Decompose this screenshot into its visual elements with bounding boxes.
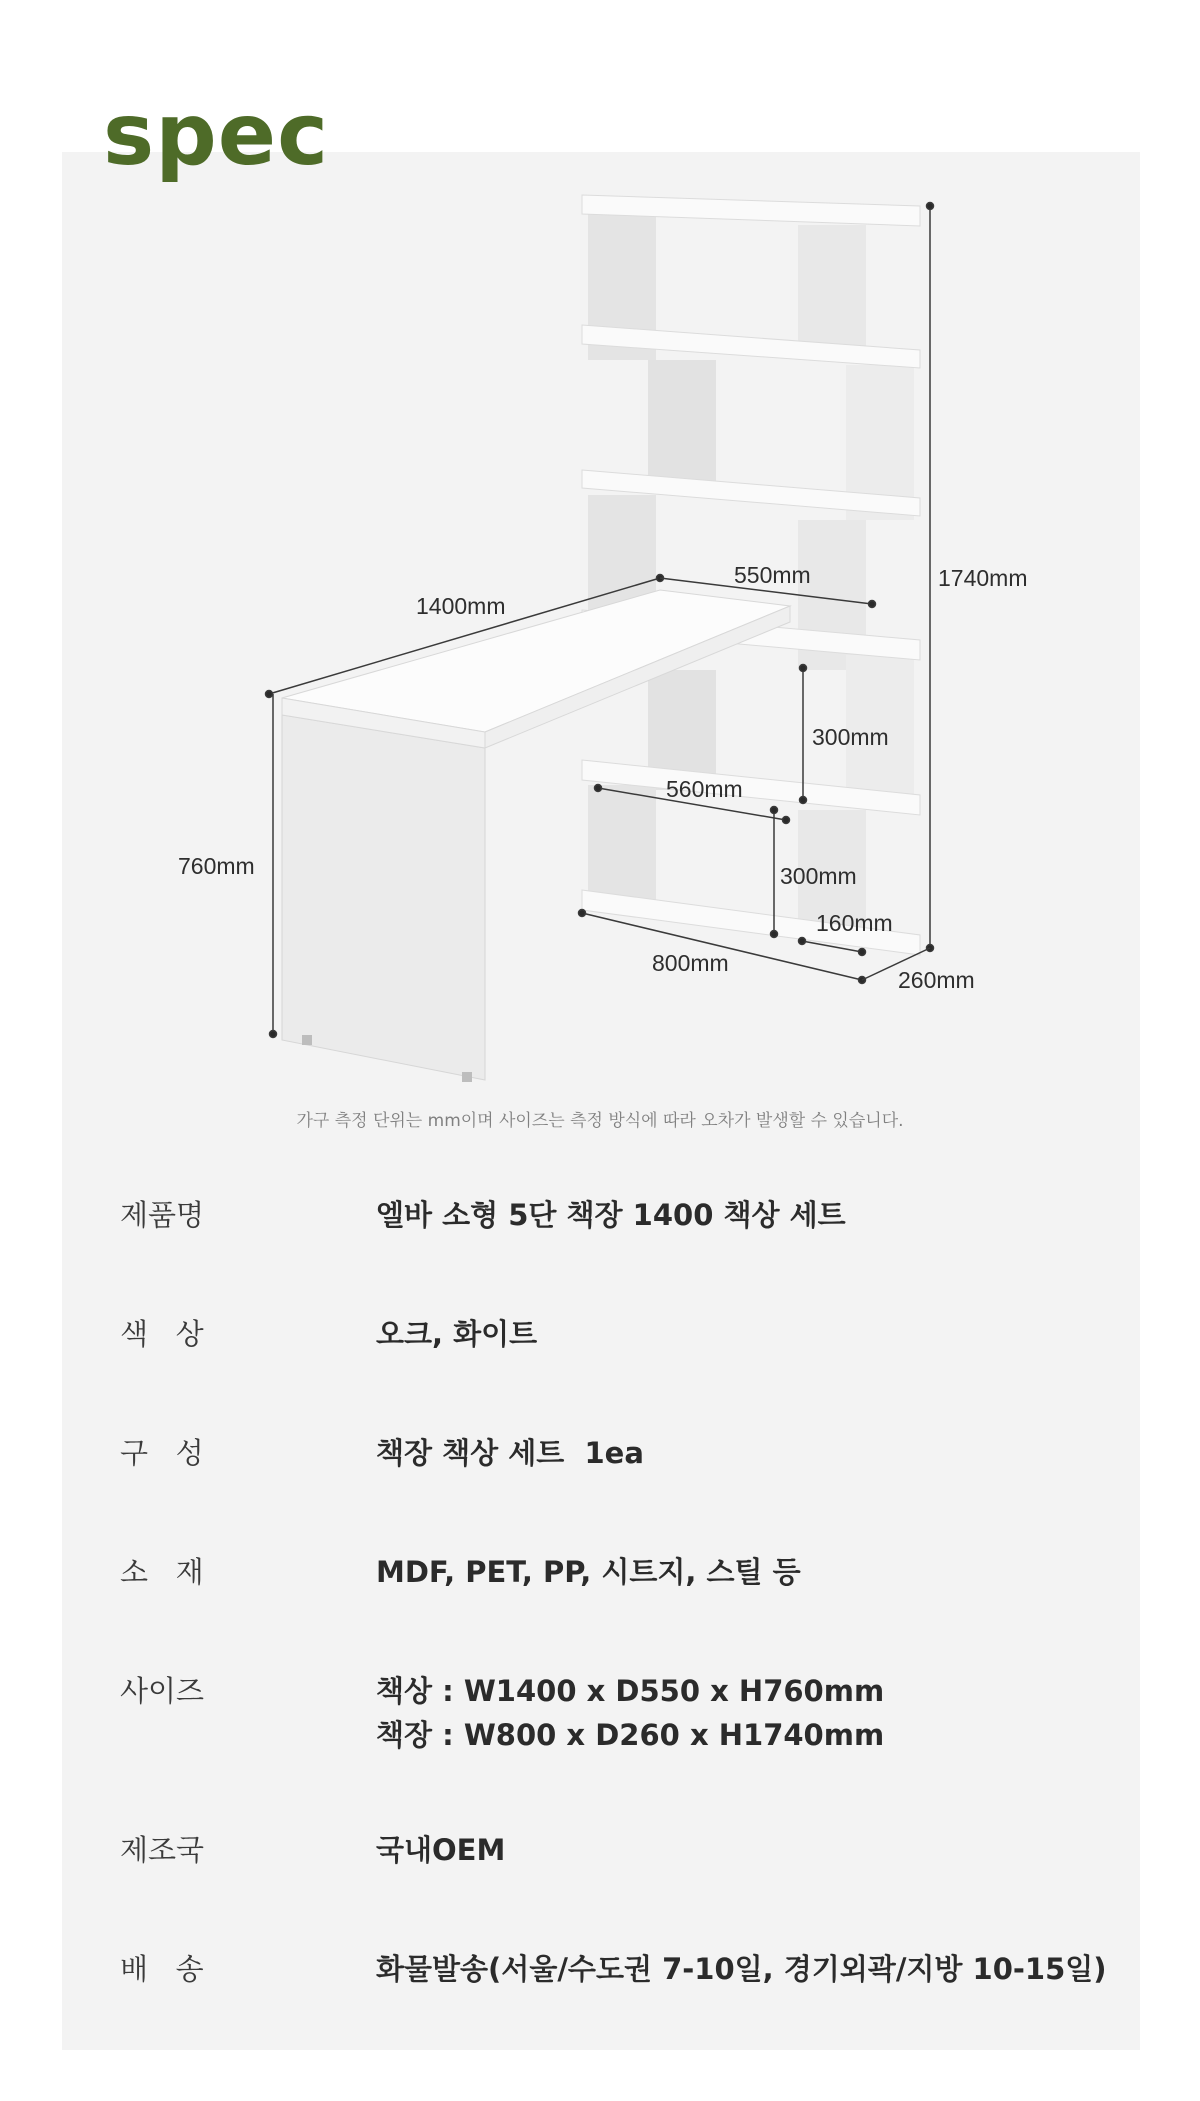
dim-point <box>800 665 807 672</box>
spec-label: 제품명 <box>120 1198 205 1232</box>
dim-label-height: 1740mm <box>938 565 1028 591</box>
dim-point <box>771 807 778 814</box>
dim-point <box>869 601 876 608</box>
spec-value: MDF, PET, PP, 시트지, 스틸 등 <box>376 1555 801 1589</box>
dim-point <box>595 785 602 792</box>
dim-point <box>771 931 778 938</box>
dim-label-inner-depth: 160mm <box>816 910 893 936</box>
spec-value: 책장 : W800 x D260 x H1740mm <box>376 1718 885 1752</box>
dim-label-shelf-width: 800mm <box>652 950 729 976</box>
spec-value: 오크, 화이트 <box>376 1317 538 1351</box>
shelf-panel <box>588 785 656 905</box>
dim-point <box>799 938 806 945</box>
measurement-note: 가구 측정 단위는 mm이며 사이즈는 측정 방식에 따라 오차가 발생할 수 있습니다. <box>296 1111 904 1131</box>
desk-foot <box>462 1072 472 1082</box>
spec-value: 책장 책상 세트 1ea <box>376 1436 644 1470</box>
dim-label-shelf-depth: 260mm <box>898 967 975 993</box>
dim-label-desk-depth: 550mm <box>734 562 811 588</box>
spec-heading: spec <box>103 85 330 185</box>
shelf-panel <box>648 360 716 485</box>
desk-leg-panel <box>282 715 485 1080</box>
spec-label: 구 성 <box>120 1436 204 1470</box>
spec-value: 엘바 소형 5단 책장 1400 책상 세트 <box>376 1198 846 1232</box>
dim-label-upper-gap: 300mm <box>812 724 889 750</box>
dim-label-desk-width: 1400mm <box>416 593 506 619</box>
spec-label: 소 재 <box>120 1555 204 1589</box>
spec-label: 제조국 <box>120 1833 205 1867</box>
shelf-board <box>582 325 920 368</box>
dim-point <box>783 817 790 824</box>
dim-label-desk-height: 760mm <box>178 853 255 879</box>
dim-point <box>800 797 807 804</box>
dim-label-inner-width: 560mm <box>666 776 743 802</box>
spec-label: 배 송 <box>120 1952 204 1986</box>
spec-value: 화물발송(서울/수도권 7-10일, 경기외곽/지방 10-15일) <box>376 1952 1107 1986</box>
dim-point <box>927 203 934 210</box>
desk-foot <box>302 1035 312 1045</box>
shelf-panel <box>798 225 866 360</box>
spec-value: 책상 : W1400 x D550 x H760mm <box>376 1674 885 1708</box>
dim-point <box>859 949 866 956</box>
dim-point <box>266 691 273 698</box>
dim-label-lower-gap: 300mm <box>780 863 857 889</box>
dim-point <box>270 1031 277 1038</box>
desk-illustration <box>282 590 790 1082</box>
spec-label: 색 상 <box>120 1317 204 1351</box>
spec-label: 사이즈 <box>120 1674 205 1708</box>
dim-point <box>579 910 586 917</box>
spec-value: 국내OEM <box>376 1833 506 1867</box>
